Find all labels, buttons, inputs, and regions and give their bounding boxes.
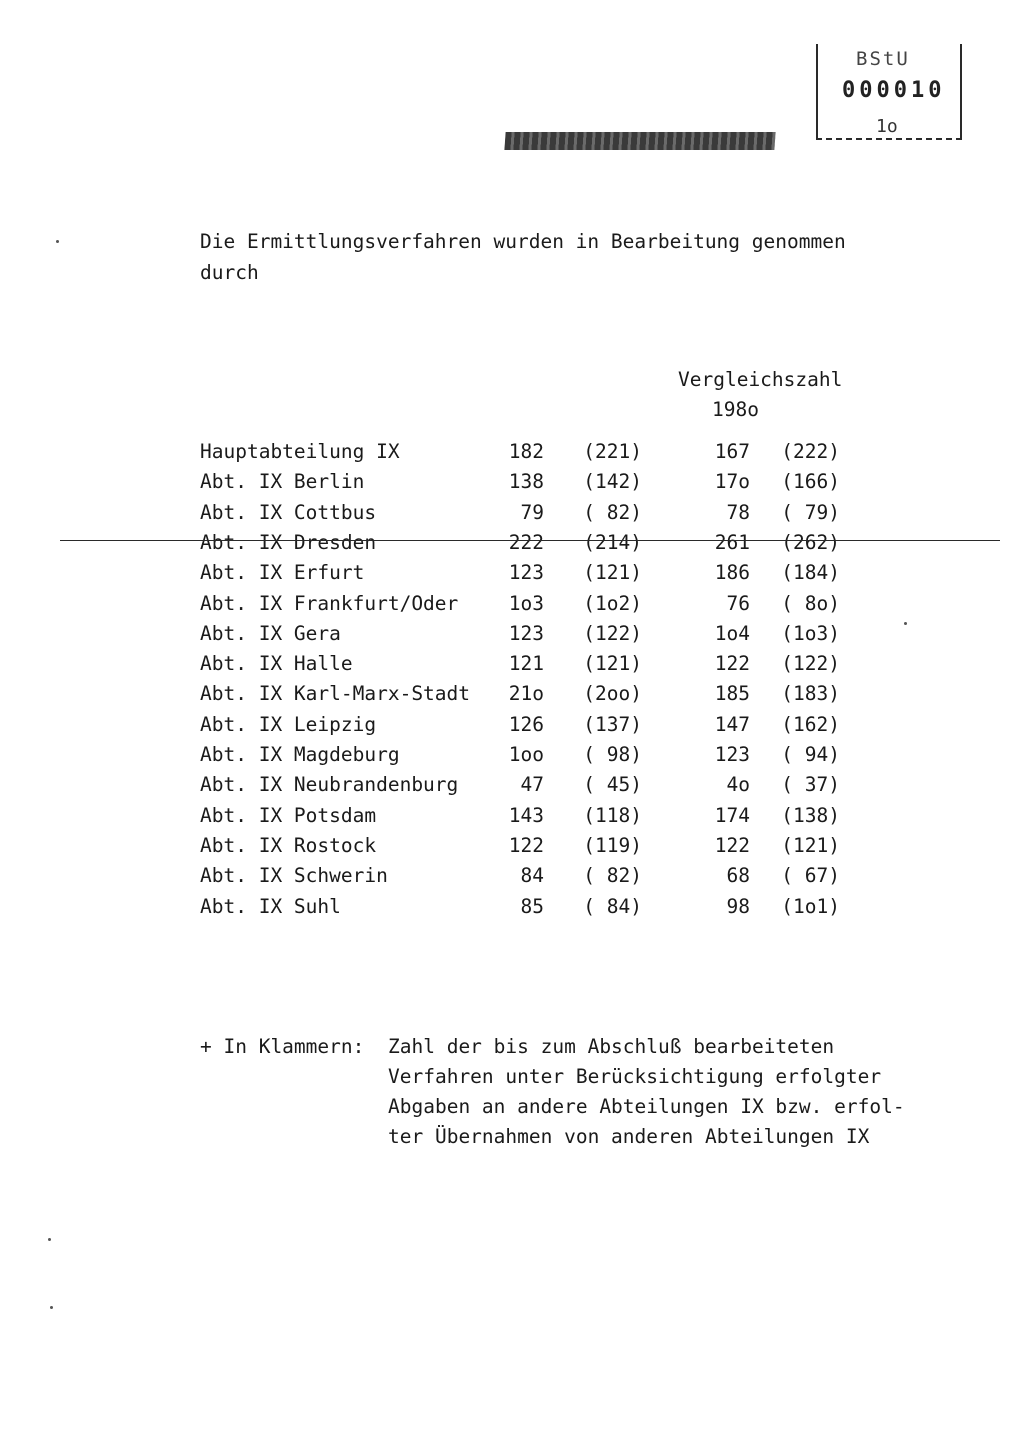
row-compare-completed: (138) bbox=[781, 803, 840, 827]
row-count: 85 bbox=[520, 894, 544, 918]
row-compare-completed: ( 94) bbox=[781, 743, 840, 766]
row-compare-count: 78 bbox=[726, 500, 750, 524]
row-count-completed: ( 45) bbox=[583, 773, 642, 797]
scan-speck bbox=[50, 1306, 53, 1309]
table-row bbox=[200, 804, 850, 834]
row-name: Abt. IX Schwerin bbox=[200, 864, 388, 888]
row-count-completed: (121) bbox=[583, 561, 642, 585]
row-compare-completed: (122) bbox=[781, 652, 840, 676]
row-name: Hauptabteilung IX bbox=[200, 440, 400, 463]
row-compare-completed: (1o3) bbox=[781, 621, 840, 645]
table-row bbox=[200, 864, 850, 894]
table-row bbox=[200, 834, 850, 864]
row-count: 1o3 bbox=[508, 591, 544, 615]
row-name: Abt. IX Suhl bbox=[200, 894, 341, 918]
row-compare-count: 122 bbox=[714, 833, 750, 857]
row-compare-completed: (222) bbox=[781, 440, 840, 463]
table-row bbox=[200, 440, 850, 470]
row-compare-completed: (1o1) bbox=[781, 894, 840, 918]
row-count-completed: (2oo) bbox=[583, 682, 642, 706]
row-name: Abt. IX Gera bbox=[200, 621, 341, 645]
table-row bbox=[200, 622, 850, 652]
row-count: 79 bbox=[520, 500, 544, 524]
row-compare-completed: ( 8o) bbox=[781, 591, 840, 615]
row-count: 143 bbox=[508, 803, 544, 827]
row-name: Abt. IX Neubrandenburg bbox=[200, 773, 459, 797]
row-name: Abt. IX Cottbus bbox=[200, 500, 377, 524]
row-name: Abt. IX Leipzig bbox=[200, 712, 377, 736]
row-compare-count: 1o4 bbox=[714, 621, 750, 645]
intro-text: Die Ermittlungsverfahren wurden in Bearbeitung genommen durch bbox=[200, 230, 846, 284]
table-row bbox=[200, 895, 850, 925]
table-row bbox=[200, 531, 850, 561]
row-count-completed: ( 82) bbox=[583, 864, 642, 888]
row-name: Abt. IX Rostock bbox=[200, 833, 377, 857]
table-row bbox=[200, 713, 850, 743]
row-compare-count: 123 bbox=[714, 743, 750, 766]
footnote-body: Zahl der bis zum Abschluß bearbeiteten Verfahren unter Berücksichtigung erfolgter Abgaben an andere Abteilungen IX bzw. erfol- ter Übernahmen von anderen Abteilungen IX bbox=[388, 1035, 905, 1148]
row-compare-completed: ( 79) bbox=[781, 500, 840, 524]
scan-speck bbox=[48, 1238, 51, 1241]
row-count: 21o bbox=[508, 682, 544, 706]
scan-speck bbox=[904, 622, 907, 625]
row-count: 222 bbox=[508, 530, 544, 554]
row-compare-count: 122 bbox=[714, 652, 750, 676]
stamp-number: 000010 bbox=[842, 78, 946, 103]
row-name: Abt. IX Karl-Marx-Stadt bbox=[200, 682, 471, 706]
row-count: 138 bbox=[508, 470, 544, 494]
row-compare-completed: ( 37) bbox=[781, 773, 840, 797]
row-name: Abt. IX Potsdam bbox=[200, 803, 377, 827]
row-count: 121 bbox=[508, 652, 544, 676]
row-compare-count: 17o bbox=[714, 470, 750, 494]
row-count: 123 bbox=[508, 561, 544, 585]
table-row bbox=[200, 561, 850, 591]
row-count-completed: ( 82) bbox=[583, 500, 642, 524]
table-row bbox=[200, 470, 850, 500]
table-row bbox=[200, 652, 850, 682]
table-row bbox=[200, 501, 850, 531]
compare-header-label: Vergleichszahl bbox=[678, 368, 843, 391]
table-row bbox=[200, 592, 850, 622]
row-compare-completed: (121) bbox=[781, 833, 840, 857]
row-compare-count: 98 bbox=[726, 894, 750, 918]
row-name: Abt. IX Halle bbox=[200, 652, 353, 676]
footnote-label: + In Klammern: bbox=[200, 1035, 365, 1058]
row-compare-count: 68 bbox=[726, 864, 750, 888]
strikethrough-line bbox=[60, 540, 1000, 541]
row-compare-count: 186 bbox=[714, 561, 750, 585]
row-count-completed: (1o2) bbox=[583, 591, 642, 615]
row-compare-completed: (262) bbox=[781, 530, 840, 554]
row-compare-completed: ( 67) bbox=[781, 864, 840, 888]
row-count-completed: (122) bbox=[583, 621, 642, 645]
row-compare-completed: (184) bbox=[781, 561, 840, 585]
row-name: Abt. IX Erfurt bbox=[200, 561, 365, 585]
row-compare-count: 167 bbox=[714, 440, 750, 463]
row-compare-count: 4o bbox=[726, 773, 750, 797]
row-count: 47 bbox=[520, 773, 544, 797]
redacted-marking bbox=[504, 132, 775, 150]
row-count: 84 bbox=[520, 864, 544, 888]
row-compare-count: 76 bbox=[726, 591, 750, 615]
row-count-completed: ( 98) bbox=[583, 743, 642, 766]
row-name: Abt. IX Frankfurt/Oder bbox=[200, 591, 459, 615]
page-number: 1o bbox=[876, 116, 898, 137]
row-compare-completed: (183) bbox=[781, 682, 840, 706]
row-count: 123 bbox=[508, 621, 544, 645]
row-name: Abt. IX Dresden bbox=[200, 530, 377, 554]
row-count-completed: (214) bbox=[583, 530, 642, 554]
table-row bbox=[200, 682, 850, 712]
stamp-agency: BStU bbox=[856, 48, 910, 70]
scan-speck bbox=[56, 240, 59, 243]
row-count: 126 bbox=[508, 712, 544, 736]
row-count-completed: (137) bbox=[583, 712, 642, 736]
table-row bbox=[200, 773, 850, 803]
row-count: 1oo bbox=[508, 743, 544, 766]
row-count-completed: (119) bbox=[583, 833, 642, 857]
archive-stamp bbox=[816, 44, 962, 140]
row-name: Abt. IX Magdeburg bbox=[200, 743, 400, 766]
row-count: 182 bbox=[508, 440, 544, 463]
row-compare-completed: (162) bbox=[781, 712, 840, 736]
row-compare-count: 185 bbox=[714, 682, 750, 706]
row-compare-count: 174 bbox=[714, 803, 750, 827]
row-compare-completed: (166) bbox=[781, 470, 840, 494]
row-count-completed: ( 84) bbox=[583, 894, 642, 918]
row-count: 122 bbox=[508, 833, 544, 857]
table-row bbox=[200, 743, 850, 773]
compare-header-year: 198o bbox=[712, 398, 759, 421]
row-name: Abt. IX Berlin bbox=[200, 470, 365, 494]
row-count-completed: (221) bbox=[583, 440, 642, 463]
row-compare-count: 261 bbox=[714, 530, 750, 554]
row-compare-count: 147 bbox=[714, 712, 750, 736]
row-count-completed: (142) bbox=[583, 470, 642, 494]
row-count-completed: (118) bbox=[583, 803, 642, 827]
row-count-completed: (121) bbox=[583, 652, 642, 676]
